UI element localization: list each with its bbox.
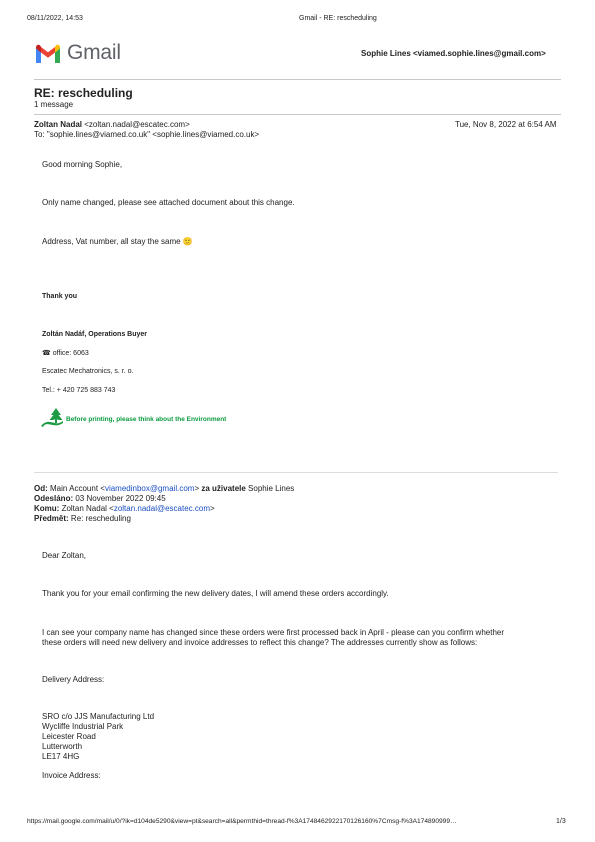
quoted-sent-label: Odesláno: [34, 494, 74, 503]
header-divider [34, 79, 561, 80]
quoted-to-label: Komu: [34, 504, 60, 513]
body-line2 [42, 237, 193, 246]
quoted-from-name: Main Account < [50, 484, 105, 493]
quoted-sent-value: 03 November 2022 09:45 [75, 494, 166, 503]
print-page-title: Gmail - RE: rescheduling [299, 15, 377, 22]
quoted-para2-line1: I can see your company name has changed since these orders were first processed back in April - please can you confirm whether [42, 628, 505, 637]
quoted-greeting: Dear Zoltan, [42, 551, 87, 560]
address-line: Leicester Road [42, 732, 96, 741]
body-line1: Only name changed, please see attached document about this change. [42, 198, 295, 207]
signature-office [42, 349, 89, 357]
quoted-behalf-name: Sophie Lines [248, 484, 295, 493]
quoted-sent [34, 494, 166, 503]
print-url: https://mail.google.com/mail/u/0/?ik=d104de5290&view=pt&search=all&permthid=thread-f%3A1748462922170126160%7Cmsg-f%3A174890999… [27, 818, 457, 825]
quote-divider [34, 472, 558, 473]
body-greeting: Good morning Sophie, [42, 160, 123, 169]
smiley-emoji-icon: 🙂 [182, 237, 193, 246]
quoted-to-close: > [210, 504, 215, 513]
gmail-wordmark: Gmail [67, 41, 121, 64]
print-page-number: 1/3 [556, 818, 566, 825]
account-label: Sophie Lines <viamed.sophie.lines@gmail.com> [361, 49, 546, 58]
quoted-subject-label: Předmět: [34, 514, 69, 523]
recipients: To: "sophie.lines@viamed.co.uk" <sophie.lines@viamed.co.uk> [34, 130, 260, 139]
phone-icon: ☎ [42, 350, 51, 357]
quoted-to-name: Zoltan Nadal < [61, 504, 114, 513]
address-line: Lutterworth [42, 742, 83, 751]
environment-notice: Before printing, please think about the Environment [66, 416, 227, 423]
quoted-behalf-label: za uživatele [201, 484, 246, 493]
address-line: SRO c/o JJS Manufacturing Ltd [42, 712, 155, 721]
quoted-from-close: > [194, 484, 200, 493]
signature-tel: Tel.: + 420 725 883 743 [42, 387, 116, 394]
tree-icon [41, 407, 63, 427]
message-count: 1 message [34, 100, 74, 109]
gmail-logo-icon [34, 43, 62, 65]
delivery-address-label: Delivery Address: [42, 675, 105, 684]
quoted-subject-value: Re: rescheduling [70, 514, 131, 523]
body-line2-text: Address, Vat number, all stay the same [42, 237, 181, 246]
sender-name: Zoltan Nadal [34, 120, 83, 129]
quoted-to-email-link[interactable]: zoltan.nadal@escatec.com [113, 504, 210, 513]
quoted-from-label: Od: [34, 484, 48, 493]
sender [34, 120, 190, 129]
signature-company: Escatec Mechatronics, s. r. o. [42, 368, 134, 375]
sender-email: <zoltan.nadal@escatec.com> [84, 120, 190, 129]
invoice-address-label: Invoice Address: [42, 771, 101, 780]
address-line: Wycliffe Industrial Park [42, 722, 124, 731]
message-date: Tue, Nov 8, 2022 at 6:54 AM [455, 120, 557, 129]
thanks: Thank you [42, 293, 78, 300]
thread-subject: RE: rescheduling [34, 86, 133, 100]
quoted-from [34, 484, 294, 493]
quoted-from-email-link[interactable]: viamedinbox@gmail.com [104, 484, 195, 493]
signature-office-text: office: 6063 [52, 350, 89, 357]
signature-name: Zoltán Nadáf, Operations Buyer [42, 331, 148, 338]
print-datetime: 08/11/2022, 14:53 [27, 15, 83, 22]
quoted-para1: Thank you for your email confirming the new delivery dates, I will amend these orders accordingly. [42, 589, 389, 598]
address-line: LE17 4HG [42, 752, 80, 761]
quoted-to [34, 504, 215, 513]
quoted-para2-line2: these orders will need new delivery and invoice addresses to reflect this change? The addresses currently show as follows: [42, 638, 478, 647]
thread-divider [34, 114, 561, 115]
quoted-subject [34, 514, 131, 523]
